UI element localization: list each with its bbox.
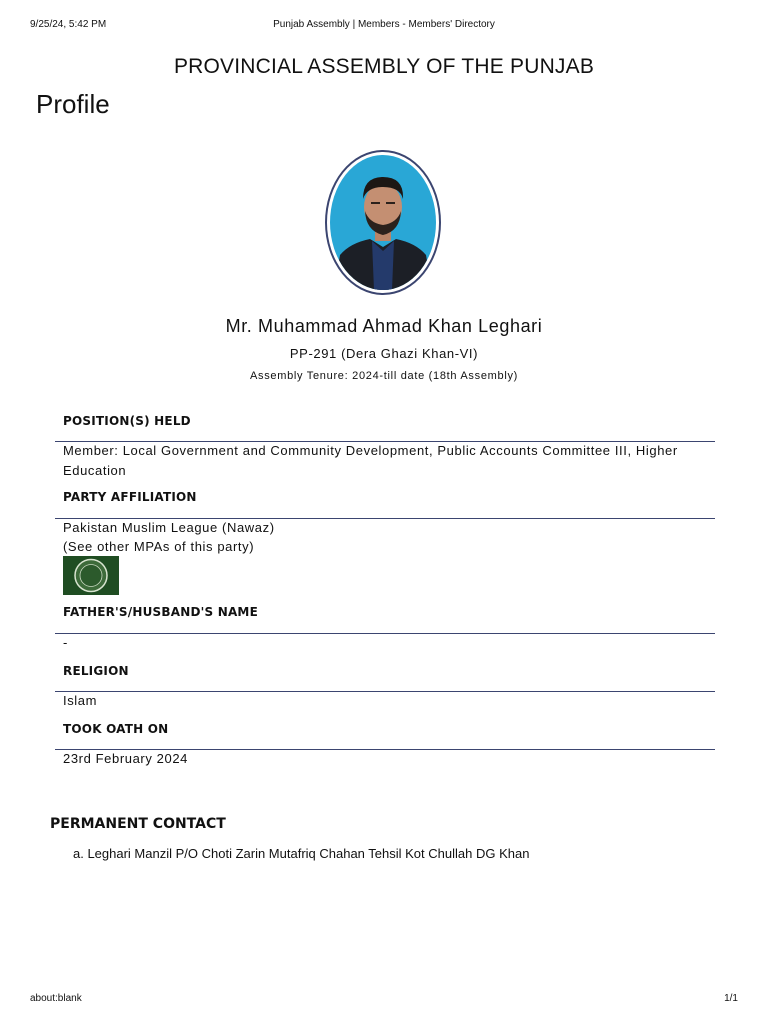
oath-label: TOOK OATH ON <box>63 722 169 736</box>
member-portrait-image <box>330 155 436 290</box>
religion-value: Islam <box>63 693 98 708</box>
assembly-title: PROVINCIAL ASSEMBLY OF THE PUNJAB <box>173 55 595 78</box>
father-label: FATHER'S/HUSBAND'S NAME <box>63 605 258 619</box>
party-name: Pakistan Muslim League (Nawaz) <box>63 520 275 535</box>
print-page-title: Punjab Assembly | Members - Members' Directory <box>273 19 495 30</box>
page-title: Profile <box>36 89 110 119</box>
religion-label: RELIGION <box>63 664 129 678</box>
print-datetime: 9/25/24, 5:42 PM <box>30 19 107 30</box>
print-url: about:blank <box>30 993 82 1004</box>
party-label: PARTY AFFILIATION <box>63 490 197 504</box>
pml-logo-icon <box>63 556 119 595</box>
contact-list <box>73 846 529 861</box>
party-logo <box>63 556 119 595</box>
positions-label: POSITION(S) HELD <box>63 414 191 428</box>
permanent-contact-heading: PERMANENT CONTACT <box>50 816 226 832</box>
contact-address: a. Leghari Manzil P/O Choti Zarin Mutafriq Chahan Tehsil Kot Chullah DG Khan <box>73 846 530 861</box>
positions-value: Member: Local Government and Community Development, Public Accounts Committee III, Higher Education <box>63 443 678 478</box>
member-constituency: PP-291 (Dera Ghazi Khan-VI) <box>289 346 479 361</box>
print-page-number: 1/1 <box>724 993 738 1004</box>
member-tenure: Assembly Tenure: 2024-till date (18th Assembly) <box>249 370 519 382</box>
father-value: - <box>63 635 68 650</box>
member-name: Mr. Muhammad Ahmad Khan Leghari <box>225 316 543 336</box>
party-members-link[interactable]: (See other MPAs of this party) <box>63 539 255 554</box>
member-photo <box>325 150 441 295</box>
print-header <box>0 19 768 33</box>
oath-value: 23rd February 2024 <box>63 751 188 766</box>
